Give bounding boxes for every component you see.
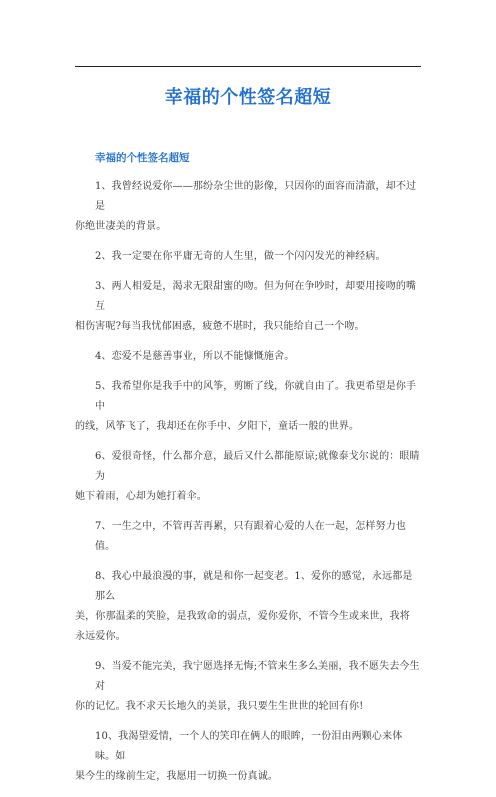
paragraph-first-line: 4、恋爱不是慈善事业，所以不能慷慨施舍。 xyxy=(95,351,295,362)
paragraph-continuation: 美，你那温柔的笑脸，是我致命的弱点，爱你爱你，不管今生或来世，我将永远爱你。 xyxy=(75,611,410,642)
paragraph-continuation: 她下着雨，心却为她打着伞。 xyxy=(75,491,207,502)
paragraph xyxy=(75,377,420,437)
paragraph-continuation: 相伤害呢?每当我忧郁困惑，疲惫不堪时，我只能给自己一个吻。 xyxy=(75,321,365,332)
paragraph-continuation: 你的记忆。我不求天长地久的美景，我只要生生世世的轮回有你! xyxy=(75,701,364,712)
paragraph-first-line: 6、爱很奇怪，什么都介意，最后又什么都能原谅;就像泰戈尔说的：眼睛为 xyxy=(95,451,420,482)
paragraph-continuation: 果今生的缘前生定，我愿用一切换一份真诚。 xyxy=(75,771,278,782)
paragraph xyxy=(75,177,420,237)
paragraph-first-line: 2、我一定要在你平庸无奇的人生里，做一个闪闪发光的神经病。 xyxy=(95,251,386,262)
paragraph-first-line: 3、两人相爱是，渴求无限甜蜜的吻。但为何在争吵时，却要用接吻的嘴互 xyxy=(95,281,417,312)
paragraph xyxy=(75,447,420,507)
paragraph xyxy=(95,347,420,367)
header-rule xyxy=(75,66,421,67)
paragraph xyxy=(95,517,420,557)
paragraph-first-line: 9、当爱不能完美，我宁愿选择无悔;不管来生多么美丽，我不愿失去今生对 xyxy=(95,661,420,692)
paragraph-first-line: 5、我希望你是我手中的风筝，剪断了线，你就自由了。我更希望是你手中 xyxy=(95,381,417,412)
section-heading: 幸福的个性签名超短 xyxy=(95,152,190,164)
paragraph-first-line: 1、我曾经说爱你——那纷杂尘世的影像，只因你的面容而清澈，却不过是 xyxy=(95,181,417,212)
paragraph-continuation: 你绝世凄美的背景。 xyxy=(75,221,167,232)
paragraph xyxy=(75,727,420,787)
paragraph-continuation: 的线，风筝飞了，我却还在你手中、夕阳下，童话一般的世界。 xyxy=(75,421,360,432)
paragraph xyxy=(75,277,420,337)
paragraph xyxy=(75,567,420,647)
paragraph-first-line: 7、一生之中，不管再苦再累，只有跟着心爱的人在一起，怎样努力也值。 xyxy=(95,521,407,552)
document-title: 幸福的个性签名超短 xyxy=(164,87,332,108)
paragraph xyxy=(75,657,420,717)
paragraph-first-line: 10、我渴望爱情，一个人的笑印在俩人的眼眸，一份泪由两颗心来体味。如 xyxy=(95,731,403,762)
paragraph-list xyxy=(75,177,420,797)
paragraph xyxy=(95,247,420,267)
paragraph-first-line: 8、我心中最浪漫的事，就是和你一起变老。1、爱你的感觉，永远都是那么 xyxy=(95,571,413,602)
